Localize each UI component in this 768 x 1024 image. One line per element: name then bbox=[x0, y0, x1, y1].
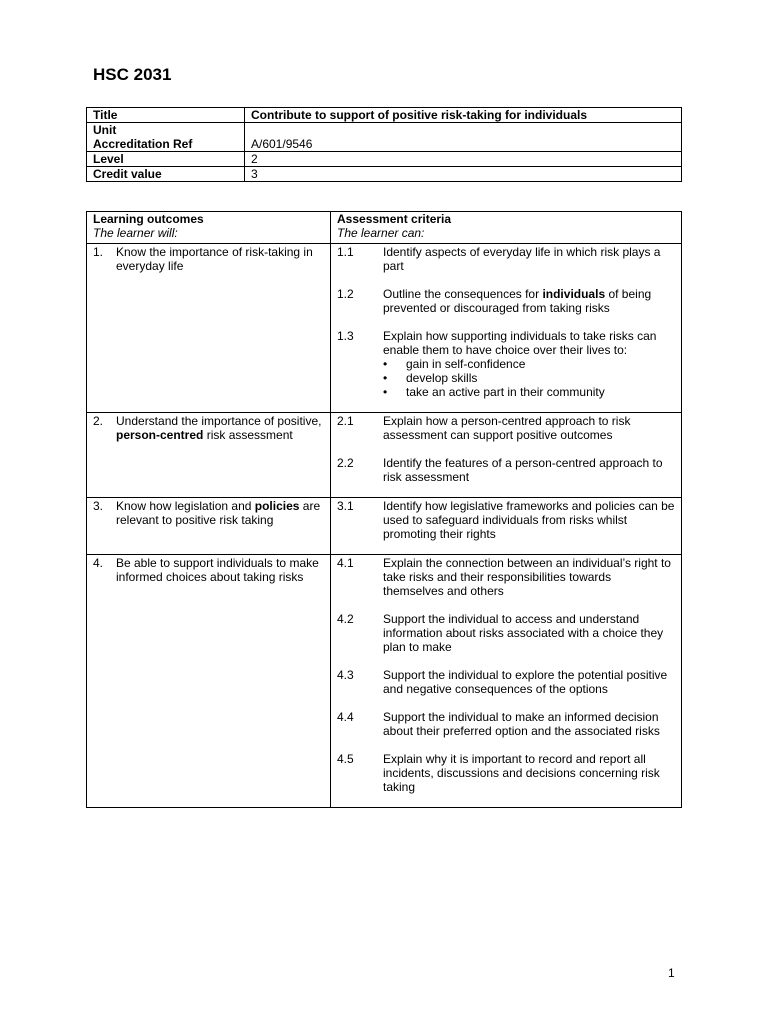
outcome-row-3 bbox=[87, 498, 682, 555]
outcome-text-part: risk assessment bbox=[203, 428, 293, 442]
criterion-text-bold: individuals bbox=[542, 287, 606, 301]
credit-value: 3 bbox=[245, 167, 682, 182]
header-row bbox=[87, 212, 682, 244]
outcome-row-4 bbox=[87, 555, 682, 808]
criterion-number: 1.1 bbox=[337, 245, 354, 259]
criterion bbox=[337, 752, 675, 794]
criteria-cell bbox=[331, 413, 682, 498]
criterion-number: 1.3 bbox=[337, 329, 354, 343]
outcome-row-1 bbox=[87, 244, 682, 413]
outcome-number: 4. bbox=[93, 556, 104, 570]
unit-accreditation-row bbox=[87, 123, 682, 152]
criterion-text-part: Outline the consequences for bbox=[383, 287, 543, 301]
ac-header-sub: The learner can: bbox=[337, 226, 425, 240]
outcome-cell bbox=[87, 498, 331, 555]
unit-info-table bbox=[86, 107, 682, 182]
credit-label: Credit value bbox=[87, 167, 245, 182]
bullet-item bbox=[383, 371, 675, 385]
criterion-number: 4.1 bbox=[337, 556, 354, 570]
outcome bbox=[93, 499, 324, 527]
outcome-text-bold: policies bbox=[254, 499, 300, 513]
criterion-number: 1.2 bbox=[337, 287, 354, 301]
outcome-text-part: Know how legislation and bbox=[116, 499, 255, 513]
bullet-icon: • bbox=[383, 385, 388, 399]
criterion-text: Support the individual to make an informed decision about their preferred option and the associated risks bbox=[383, 710, 660, 738]
lo-header-title: Learning outcomes bbox=[93, 212, 204, 226]
bullet-text: take an active part in their community bbox=[406, 385, 605, 399]
criterion-number: 2.2 bbox=[337, 456, 354, 470]
criterion bbox=[337, 612, 675, 654]
criterion-text-part: of being prevented or discouraged from taking risks bbox=[383, 287, 652, 315]
criterion-text: Explain how a person-centred approach to risk assessment can support positive outcomes bbox=[383, 414, 631, 442]
bullet-icon: • bbox=[383, 371, 388, 385]
lo-header-sub: The learner will: bbox=[93, 226, 178, 240]
criterion-text: Identify aspects of everyday life in which risk plays a part bbox=[383, 245, 661, 273]
bullet-text: develop skills bbox=[406, 371, 478, 385]
outcome-text-bold: person-centred bbox=[116, 428, 204, 442]
outcome-text: Be able to support individuals to make informed choices about taking risks bbox=[116, 556, 319, 584]
outcome bbox=[93, 556, 324, 584]
outcome-cell bbox=[87, 244, 331, 413]
criterion bbox=[337, 499, 675, 541]
outcome-number: 2. bbox=[93, 414, 104, 428]
outcome-number: 3. bbox=[93, 499, 104, 513]
accreditation-value: A/601/9546 bbox=[245, 123, 682, 152]
criterion-text: Explain why it is important to record and report all incidents, discussions and decisions concerning risk taking bbox=[383, 752, 660, 794]
criterion bbox=[337, 668, 675, 696]
criterion-number: 2.1 bbox=[337, 414, 354, 428]
criterion bbox=[337, 414, 675, 442]
criteria-cell bbox=[331, 244, 682, 413]
criterion bbox=[337, 556, 675, 598]
outcome-number: 1. bbox=[93, 245, 104, 259]
outcome-row-2 bbox=[87, 413, 682, 498]
outcome bbox=[93, 245, 324, 273]
level-value: 2 bbox=[245, 152, 682, 167]
outcome bbox=[93, 414, 324, 442]
criterion-number: 3.1 bbox=[337, 499, 354, 513]
credit-row bbox=[87, 167, 682, 182]
ac-header-title: Assessment criteria bbox=[337, 212, 452, 226]
criterion-text: Support the individual to explore the potential positive and negative consequences of the options bbox=[383, 668, 668, 696]
criterion-number: 4.3 bbox=[337, 668, 354, 682]
criterion bbox=[337, 287, 675, 315]
bullet-icon: • bbox=[383, 357, 388, 371]
level-label: Level bbox=[87, 152, 245, 167]
ac-header bbox=[331, 212, 682, 244]
document-code: HSC 2031 bbox=[93, 65, 172, 84]
criterion-text: Identify the features of a person-centred approach to risk assessment bbox=[383, 456, 663, 484]
outcome-cell bbox=[87, 555, 331, 808]
title-value bbox=[245, 108, 682, 123]
outcome-text-part: are relevant to positive risk taking bbox=[116, 499, 321, 527]
outcome-cell bbox=[87, 413, 331, 498]
criteria-cell bbox=[331, 498, 682, 555]
criterion bbox=[337, 329, 675, 399]
criterion-text-block bbox=[383, 329, 675, 399]
criterion bbox=[337, 710, 675, 738]
criterion-text: Support the individual to access and understand information about risks associated with a choice they plan to make bbox=[383, 612, 664, 654]
criterion-text bbox=[383, 287, 675, 315]
unit-label: Unit bbox=[93, 123, 117, 137]
title-label: Title bbox=[87, 108, 245, 123]
bullet-item bbox=[383, 385, 675, 399]
accreditation-label: Accreditation Ref bbox=[93, 137, 193, 151]
page-number: 1 bbox=[668, 966, 675, 980]
lo-header bbox=[87, 212, 331, 244]
criterion-number: 4.2 bbox=[337, 612, 354, 626]
bullet-list bbox=[383, 357, 675, 399]
criterion-text: Explain the connection between an individual’s right to take risks and their responsibilities towards themselves and others bbox=[383, 556, 671, 598]
bullet-item bbox=[383, 357, 675, 371]
criterion-text: Explain how supporting individuals to take risks can enable them to have choice over their lives to: bbox=[383, 329, 657, 357]
criterion bbox=[337, 456, 675, 484]
criterion-number: 4.5 bbox=[337, 752, 354, 766]
criterion bbox=[337, 245, 675, 273]
criterion-number: 4.4 bbox=[337, 710, 354, 724]
criteria-cell bbox=[331, 555, 682, 808]
title-row bbox=[87, 108, 682, 123]
bullet-text: gain in self-confidence bbox=[406, 357, 526, 371]
outcome-text-part: Understand the importance of positive, bbox=[116, 414, 322, 428]
unit-accreditation-label bbox=[87, 123, 245, 152]
outcome-text bbox=[116, 414, 324, 442]
title-value-text: Contribute to support of positive risk-taking for individuals bbox=[251, 108, 588, 122]
outcome-text bbox=[116, 499, 324, 527]
criterion-text: Identify how legislative frameworks and policies can be used to safeguard individuals from risks whilst promoting their rights bbox=[383, 499, 675, 541]
level-row bbox=[87, 152, 682, 167]
outcome-text: Know the importance of risk-taking in everyday life bbox=[116, 245, 313, 273]
learning-outcomes-table bbox=[86, 211, 682, 808]
